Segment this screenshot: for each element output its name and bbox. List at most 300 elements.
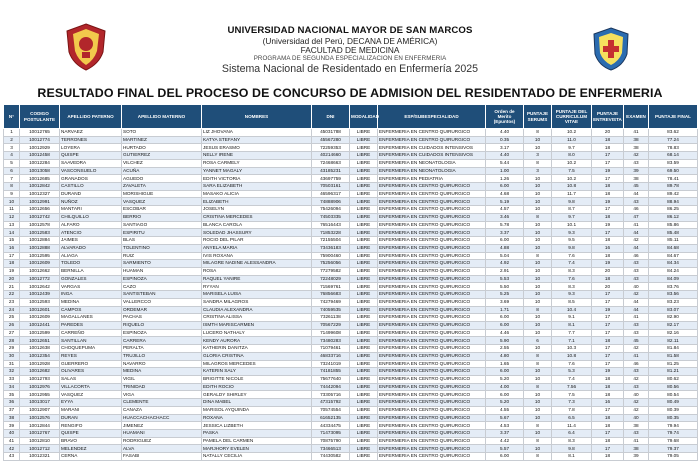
table-cell: QUISPE [60, 430, 122, 438]
table-cell: EDITH ROCIO [202, 383, 312, 391]
table-cell: 5.78 [486, 221, 524, 229]
table-cell: 17 [592, 206, 624, 214]
university-name: UNIVERSIDAD NACIONAL MAYOR DE SAN MARCOS [227, 25, 473, 36]
table-cell: 71079461 [312, 345, 350, 353]
table-cell: 7 [4, 175, 20, 183]
table-cell: 71853228 [312, 229, 350, 237]
table-row [4, 129, 698, 137]
table-cell: 1.26 [486, 175, 524, 183]
table-cell: 31 [4, 360, 20, 368]
table-cell: 16 [592, 399, 624, 407]
table-cell: ENFERMERIA EN CENTRO QUIRURGICO [378, 298, 486, 306]
table-cell: LIBRE [350, 445, 378, 453]
table-cell: 10 [524, 260, 552, 268]
table-cell: 39 [624, 167, 649, 175]
table-row [4, 206, 698, 214]
table-cell: 14 [4, 229, 20, 237]
table-cell: 38 [624, 422, 649, 430]
table-cell: 47315792 [312, 399, 350, 407]
table-cell: 10012842 [20, 183, 60, 191]
table-row [4, 414, 698, 422]
table-cell: 5.20 [486, 399, 524, 407]
table-cell: 10.1 [552, 221, 592, 229]
table-cell: 41 [624, 352, 649, 360]
table-cell: 5.20 [486, 376, 524, 384]
table-cell: ENFERMERIA EN CENTRO QUIRURGICO [378, 453, 486, 461]
table-cell: 41 [624, 437, 649, 445]
table-cell: 7.3 [552, 399, 592, 407]
table-cell: BERRIO [122, 213, 202, 221]
table-cell: 10.2 [552, 175, 592, 183]
table-cell: 4.42 [486, 437, 524, 445]
table-cell: 89.78 [649, 183, 698, 191]
table-cell: 1.00 [486, 167, 524, 175]
table-cell: ENFERMERIA EN CENTRO QUIRURGICO [378, 368, 486, 376]
table-cell: 10012439 [20, 291, 60, 299]
table-cell: 5.67 [486, 414, 524, 422]
table-cell: 41 [624, 221, 649, 229]
table-cell: LIBRE [350, 283, 378, 291]
table-cell: BRIGITTE NICOLE [202, 376, 312, 384]
table-cell: 7.8 [552, 406, 592, 414]
table-cell: 84.68 [649, 244, 698, 252]
table-cell: 70574554 [312, 406, 350, 414]
table-cell: 82.16 [649, 329, 698, 337]
table-cell: 10012772 [20, 275, 60, 283]
table-cell: LIBRE [350, 345, 378, 353]
table-cell: 20 [592, 283, 624, 291]
table-cell: 81.21 [649, 368, 698, 376]
table-cell: TRINIDAD [122, 383, 202, 391]
table-cell: 42 [624, 399, 649, 407]
table-cell: 4.40 [486, 129, 524, 137]
table-cell: ALFARO [60, 221, 122, 229]
table-cell: LIBRE [350, 244, 378, 252]
table-cell: 10012662 [20, 267, 60, 275]
table-cell: 9.5 [552, 237, 592, 245]
table-cell: 82.90 [649, 314, 698, 322]
table-cell: 82.11 [649, 337, 698, 345]
table-cell: ENFERMERIA EN CENTRO QUIRURGICO [378, 321, 486, 329]
table-cell: 5.53 [486, 275, 524, 283]
table-cell: LIBRE [350, 252, 378, 260]
table-row [4, 329, 698, 337]
table-cell: 38 [624, 175, 649, 183]
results-table [3, 104, 698, 461]
table-cell: 42 [624, 406, 649, 414]
table-cell: 83.56 [649, 291, 698, 299]
table-cell: ROSA [202, 267, 312, 275]
table-cell: 17 [592, 360, 624, 368]
table-cell: 10 [524, 136, 552, 144]
table-cell: 10 [524, 298, 552, 306]
table-cell: CASTILLO [60, 183, 122, 191]
table-cell: 10 [524, 445, 552, 453]
table-cell: 5.44 [486, 159, 524, 167]
table-cell: 40 [4, 430, 20, 438]
table-cell: 25 [4, 314, 20, 322]
table-cell: LIBRE [350, 159, 378, 167]
table-cell: 10012578 [20, 221, 60, 229]
table-cell: 10 [524, 275, 552, 283]
table-header-row [4, 105, 698, 129]
table-row [4, 306, 698, 314]
table-cell: 69.50 [649, 167, 698, 175]
table-cell: LIBRE [350, 190, 378, 198]
table-cell: 8.1 [552, 453, 592, 461]
table-cell: 44 [624, 306, 649, 314]
table-cell: 43697759 [312, 175, 350, 183]
table-cell: 12 [4, 213, 20, 221]
table-cell: 23 [4, 298, 20, 306]
table-cell: 15 [4, 237, 20, 245]
table-cell: 10012929 [20, 144, 60, 152]
table-cell: 10 [524, 175, 552, 183]
table-cell: ENFERMERIA EN CENTRO QUIRURGICO [378, 383, 486, 391]
table-cell: KATHERIN DANITZA [202, 345, 312, 353]
table-cell: ESPINOZA [122, 275, 202, 283]
table-cell: 5.04 [486, 252, 524, 260]
table-cell: 30 [4, 352, 20, 360]
table-cell: 10012793 [20, 376, 60, 384]
table-cell: GUERRERO [60, 360, 122, 368]
table-cell: LIBRE [350, 221, 378, 229]
table-cell: 18 [592, 337, 624, 345]
table-cell: JOSELYN [202, 206, 312, 214]
table-cell: 8 [524, 306, 552, 314]
table-cell: ALVARADO [60, 244, 122, 252]
table-cell: 7.1 [552, 337, 592, 345]
table-cell: ENFERMERIA EN NEONATOLOGIA [378, 159, 486, 167]
table-cell: 18 [4, 260, 20, 268]
table-cell: 10012844 [20, 422, 60, 430]
table-cell: 29 [4, 345, 20, 353]
table-cell: 33 [4, 376, 20, 384]
table-cell: 40 [624, 414, 649, 422]
table-cell: VALLERCCO [122, 298, 202, 306]
table-row [4, 136, 698, 144]
column-header: NOMBRES [202, 105, 312, 129]
table-cell: LIBRE [350, 213, 378, 221]
table-cell: ENFERMERIA EN CUIDADOS INTENSIVOS [378, 152, 486, 160]
table-cell: 72248029 [312, 275, 350, 283]
table-cell: KATERIN SALY [202, 368, 312, 376]
table-cell: ZAVALETA [122, 183, 202, 191]
table-cell: MARTINEZ [122, 136, 202, 144]
university-subtitle: (Universidad del Perú, DECANA DE AMÉRICA) [262, 35, 438, 46]
table-cell: LIBRE [350, 275, 378, 283]
table-cell: 7.7 [552, 329, 592, 337]
table-cell: NAVARRO [122, 360, 202, 368]
table-cell: 17 [592, 159, 624, 167]
table-cell: 10.8 [552, 352, 592, 360]
table-cell: 81.84 [649, 345, 698, 353]
table-cell: ENFERMERIA EN CENTRO QUIRURGICO [378, 430, 486, 438]
table-cell: 72259353 [312, 144, 350, 152]
table-cell: SOLEDAD JHASSURY [202, 229, 312, 237]
table-cell: ENFERMERIA EN CENTRO QUIRURGICO [378, 306, 486, 314]
table-cell: LIBRE [350, 298, 378, 306]
table-cell: 6 [4, 167, 20, 175]
table-cell: CHOQUEPUMA [60, 345, 122, 353]
table-cell: 10 [524, 190, 552, 198]
table-cell: 17 [592, 406, 624, 414]
table-cell: 10012888 [20, 244, 60, 252]
table-cell: 10.8 [552, 183, 592, 191]
table-cell: 2 [4, 136, 20, 144]
table-cell: 7.5 [552, 391, 592, 399]
table-cell: 42 [624, 376, 649, 384]
table-cell: ENFERMERIA EN CENTRO QUIRURGICO [378, 399, 486, 407]
table-cell: ENFERMERIA EN CENTRO QUIRURGICO [378, 360, 486, 368]
table-cell: LIBRE [350, 437, 378, 445]
table-cell: 43 [624, 368, 649, 376]
table-cell: 47 [624, 213, 649, 221]
table-cell: CERNA [60, 453, 122, 461]
table-cell: LIBRE [350, 329, 378, 337]
table-cell: LIBRE [350, 352, 378, 360]
table-cell: 75677640 [312, 376, 350, 384]
table-cell: LIBRE [350, 306, 378, 314]
table-cell: MEDINA [60, 298, 122, 306]
faculty-name: FACULTAD DE MEDICINA [300, 44, 400, 55]
table-cell: 9.8 [552, 244, 592, 252]
table-cell: ENFERMERIA EN CENTRO QUIRURGICO [378, 445, 486, 453]
table-cell: 18 [592, 422, 624, 430]
table-cell: JAIMES [60, 237, 122, 245]
table-cell: 43 [624, 159, 649, 167]
table-cell: 18 [592, 144, 624, 152]
table-cell: 38 [624, 144, 649, 152]
table-cell: GUTIERREZ [122, 152, 202, 160]
table-cell: ATENCIO [60, 229, 122, 237]
column-header: APELLIDO PATERNO [60, 105, 122, 129]
table-cell: 10.2 [552, 159, 592, 167]
table-cell: 7.6 [552, 252, 592, 260]
table-cell: YANNET MAGALY [202, 167, 312, 175]
column-header: PUNTAJE DEL CURRICULUM VITAE [552, 105, 592, 129]
table-cell: LIBRE [350, 260, 378, 268]
table-cell: 8 [524, 352, 552, 360]
table-cell: 42 [624, 291, 649, 299]
results-table-container [3, 104, 697, 461]
table-cell: ENFERMERIA EN NEONATOLOGIA [378, 167, 486, 175]
table-cell: CAMPOS [60, 306, 122, 314]
table-cell: 10012601 [20, 306, 60, 314]
table-cell: 73466513 [312, 445, 350, 453]
table-cell: 10 [524, 399, 552, 407]
table-cell: 4.68 [486, 190, 524, 198]
table-cell: 10.4 [552, 306, 592, 314]
table-cell: 72155504 [312, 237, 350, 245]
table-cell: 74059535 [312, 306, 350, 314]
table-cell: 10 [524, 406, 552, 414]
table-cell: 9.8 [552, 198, 592, 206]
table-cell: LIBRE [350, 314, 378, 322]
table-cell: 7.56 [552, 383, 592, 391]
table-cell: 77279582 [312, 267, 350, 275]
table-cell: LIBRE [350, 291, 378, 299]
table-cell: 44334475 [312, 422, 350, 430]
table-cell: LIBRE [350, 391, 378, 399]
table-cell: 8.0 [552, 152, 592, 160]
table-cell: 18 [592, 391, 624, 399]
table-cell: 6.00 [486, 368, 524, 376]
table-cell: LIBRE [350, 368, 378, 376]
table-cell: 6.00 [486, 391, 524, 399]
table-cell: PERALTA [122, 345, 202, 353]
table-cell: SANDRA MILAGROS [202, 298, 312, 306]
table-cell: 81.25 [649, 360, 698, 368]
table-cell: ENFERMERIA EN CENTRO QUIRURGICO [378, 136, 486, 144]
table-cell: 10012609 [20, 260, 60, 268]
table-cell: 43185231 [312, 167, 350, 175]
table-cell: 88.94 [649, 198, 698, 206]
table-cell: PAREDES [60, 321, 122, 329]
table-cell: 9.3 [552, 291, 592, 299]
table-cell: 79.94 [649, 422, 698, 430]
table-cell: JESUS ERASMO [202, 144, 312, 152]
table-cell: VILLACORTA [60, 383, 122, 391]
table-cell: 84.24 [649, 267, 698, 275]
table-cell: 68.14 [649, 152, 698, 160]
table-cell: ENFERMERIA EN CENTRO QUIRURGICO [378, 345, 486, 353]
table-cell: BERNILLA [60, 267, 122, 275]
table-cell: MARANI [60, 406, 122, 414]
table-cell: 2.55 [486, 345, 524, 353]
table-cell: 4.88 [486, 244, 524, 252]
table-cell: 83.23 [649, 298, 698, 306]
table-cell: ENFERMERIA EN CENTRO QUIRURGICO [378, 314, 486, 322]
table-cell: 4.80 [486, 352, 524, 360]
table-cell: 41 [4, 437, 20, 445]
table-cell: 9.7 [552, 144, 592, 152]
table-cell: 84.34 [649, 260, 698, 268]
table-cell: CRISTINA ALISSA [202, 314, 312, 322]
table-cell: 7.6 [552, 360, 592, 368]
table-cell: 3.69 [486, 298, 524, 306]
table-row [4, 345, 698, 353]
table-cell: 70503161 [312, 183, 350, 191]
table-cell: 11.7 [552, 190, 592, 198]
table-cell: 85.86 [649, 221, 698, 229]
table-cell: 8 [524, 159, 552, 167]
table-row [4, 291, 698, 299]
table-cell: 4.46 [486, 329, 524, 337]
table-cell: NARVAEZ [60, 129, 122, 137]
table-cell: RUIZ [122, 252, 202, 260]
table-cell: 80.39 [649, 406, 698, 414]
table-cell: 6.00 [486, 314, 524, 322]
table-cell: VARGAS [60, 283, 122, 291]
table-cell: 10 [524, 221, 552, 229]
table-cell: 19 [592, 167, 624, 175]
table-cell: 86.12 [649, 213, 698, 221]
table-cell: BRAVO [60, 437, 122, 445]
table-cell: 70567229 [312, 321, 350, 329]
table-cell: LIBRE [350, 237, 378, 245]
table-cell: 76516443 [312, 221, 350, 229]
table-cell: MANTARI [60, 206, 122, 214]
table-cell: 10 [524, 376, 552, 384]
table-cell: 8 [524, 383, 552, 391]
table-cell: 10012327 [20, 190, 60, 198]
table-cell: 10 [524, 198, 552, 206]
table-row [4, 360, 698, 368]
table-cell: 38 [4, 414, 20, 422]
table-cell: ROXANA [202, 414, 312, 422]
table-cell: 70875790 [312, 437, 350, 445]
table-cell: 10012583 [20, 229, 60, 237]
table-cell: 73305716 [312, 391, 350, 399]
table-cell: 38 [624, 445, 649, 453]
table-cell: 45031788 [312, 129, 350, 137]
table-cell: HUAMANI [122, 430, 202, 438]
table-cell: 4.40 [486, 152, 524, 160]
column-header: PUNTAJE ENTREVISTA [592, 105, 624, 129]
column-header: DNI [312, 105, 350, 129]
table-cell: TOLEDO [60, 260, 122, 268]
table-cell: 8 [524, 437, 552, 445]
table-cell: 10012656 [20, 206, 60, 214]
table-cell: 18 [592, 414, 624, 422]
table-cell: 71473095 [312, 430, 350, 438]
column-header: PUNTAJE SERUMS [524, 105, 552, 129]
table-cell: 10 [524, 329, 552, 337]
table-cell: 83.59 [649, 159, 698, 167]
table-cell: 8.3 [552, 283, 592, 291]
table-cell: 9 [4, 190, 20, 198]
table-cell: 10012609 [20, 314, 60, 322]
table-cell: 43 [624, 383, 649, 391]
table-cell: 44 [624, 190, 649, 198]
table-row [4, 383, 698, 391]
table-cell: 18 [592, 183, 624, 191]
table-cell: 21 [4, 283, 20, 291]
table-cell: PAMELA DEL CARMEN [202, 437, 312, 445]
table-cell: ENFERMERIA EN CENTRO QUIRURGICO [378, 129, 486, 137]
table-cell: 75426094 [312, 206, 350, 214]
table-row [4, 430, 698, 438]
table-cell: AGUEDO [122, 175, 202, 183]
table-cell: 10 [524, 391, 552, 399]
table-cell: 34 [4, 383, 20, 391]
table-cell: 10 [524, 283, 552, 291]
table-cell: 43 [624, 321, 649, 329]
table-cell: 18 [592, 437, 624, 445]
table-cell: SARA ELIZABETH [202, 183, 312, 191]
table-cell: 10012774 [20, 136, 60, 144]
table-row [4, 183, 698, 191]
table-cell: 10 [524, 183, 552, 191]
table-cell: 84.09 [649, 275, 698, 283]
table-row [4, 275, 698, 283]
column-header: ESP/SUBESPECIALIDAD [378, 105, 486, 129]
table-cell: ENFERMERIA EN CENTRO QUIRURGICO [378, 283, 486, 291]
table-cell: VASQUEZ [122, 198, 202, 206]
table-cell: 5.50 [486, 283, 524, 291]
table-cell: 80.56 [649, 383, 698, 391]
table-cell: 9.8 [552, 445, 592, 453]
table-cell: ENFERMERIA EN CENTRO QUIRURGICO [378, 206, 486, 214]
table-cell: SAAVEDRA [60, 159, 122, 167]
table-cell: 18 [592, 190, 624, 198]
table-cell: CARREÑO [60, 329, 122, 337]
table-cell: ENFERMERIA EN CENTRO QUIRURGICO [378, 275, 486, 283]
table-cell: LUCERO NATHALY [202, 329, 312, 337]
table-cell: BLAS [122, 237, 202, 245]
table-cell: 27 [4, 329, 20, 337]
